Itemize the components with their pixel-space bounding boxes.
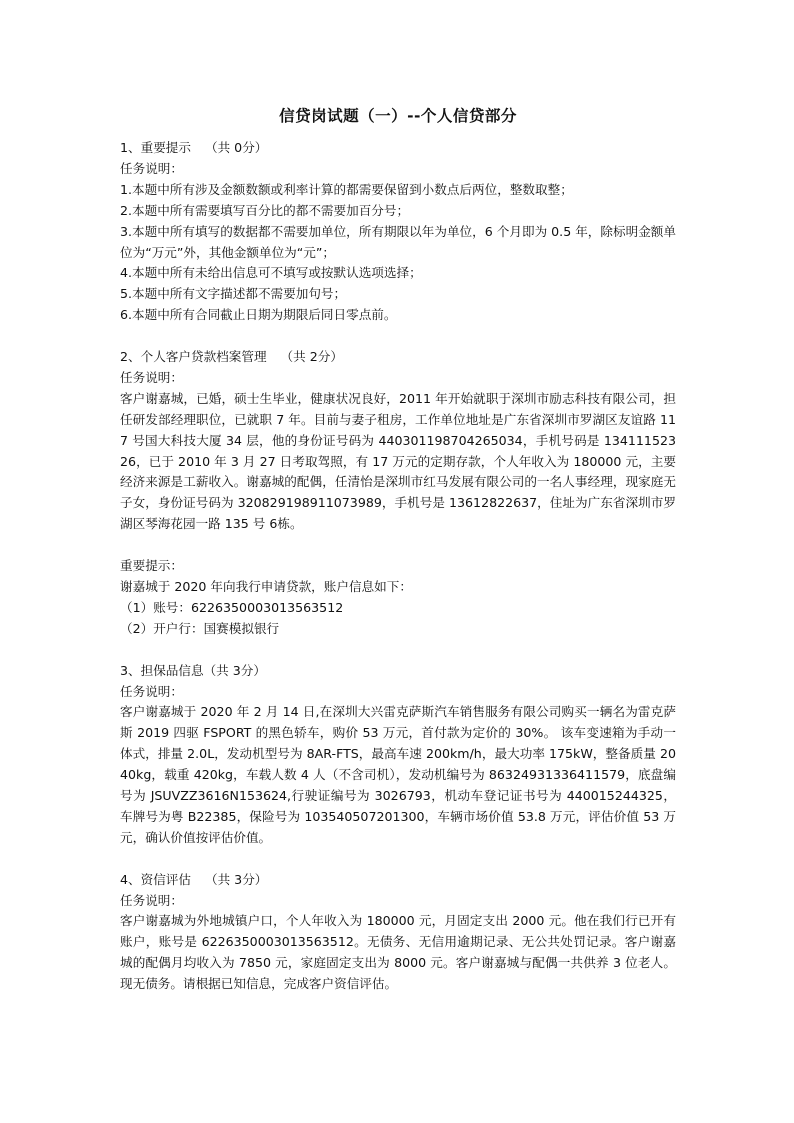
blank-line	[120, 535, 676, 556]
note-item: 2.本题中所有需要填写百分比的都不需要加百分号；	[120, 202, 410, 218]
section-body: 客户谢嘉城于 2020 年 2 月 14 日,在深圳大兴雷克萨斯汽车销售服务有限公司购买一辆名为雷克萨斯 2019 四驱 FSPORT 的黑色轿车，购价 53 万元，首付款为定价的 30%。 该车变速箱为手动一体式，排量 2.0L，发动机型号为 8AR-FTS，最高车速 200km/h，最大功率 175kW，整备质量 2040kg，载重 420kg，车载人数 4 人（不含司机），发动机编号为 86324931336411579，底盘编号为 JSUVZZ3616N153624,行驶证编号为 3026793，机动车登记证书号为 440015244325，车牌号为粤 B22385，保险号为 103540507201300，车辆市场价值 53.8 万元，评估价值 53 万元，确认价值按评估价值。	[120, 704, 676, 845]
section-points: （共 3分）	[203, 662, 266, 678]
section-heading	[120, 870, 676, 891]
section-body: 客户谢嘉城，已婚，硕士生毕业，健康状况良好，2011 年开始就职于深圳市励志科技有限公司，担任研发部经理职位，已就职 7 年。目前与妻子租房，工作单位地址是广东省深圳市罗湖区友谊路 117 号国大科技大厦 34 层，他的身份证号码为 440301198704265034，手机号码是 13411152326，已于 2010 年 3 月 27 日考取驾照，有 17 万元的定期存款，个人年收入为 180000 元，主要经济来源是工薪收入。谢嘉城的配偶，任清怡是深圳市红马发展有限公司的一名人事经理，现家庭无子女，身份证号码为 320829198911073989，手机号是 13612822637，住址为广东省深圳市罗湖区琴海花园一路 135 号 6栋。	[120, 390, 676, 532]
section-credit-assessment	[120, 870, 676, 995]
section-collateral	[120, 661, 676, 849]
note-item: 3.本题中所有填写的数据都不需要加单位，所有期限以年为单位，6 个月即为 0.5 年，除标明金额单位为“万元”外，其他金额单位为“元”；	[120, 223, 676, 260]
document-page	[120, 104, 676, 995]
blank-line	[120, 849, 676, 870]
task-label: 任务说明：	[120, 369, 183, 385]
note-item: 4.本题中所有未给出信息可不填写或按默认选项选择；	[120, 265, 422, 281]
section-points: （共 2分）	[280, 349, 343, 365]
note-item: 5.本题中所有文字描述都不需要加句号；	[120, 286, 347, 302]
notice-intro: 谢嘉城于 2020 年向我行申请贷款，账户信息如下：	[120, 579, 412, 594]
section-important-notes	[120, 138, 676, 326]
section-body: 客户谢嘉城为外地城镇户口，个人年收入为 180000 元，月固定支出 2000 元。他在我们行已开有账户，账号是 6226350003013563512。无债务、无信用逾期记录、无公共处罚记录。客户谢嘉城的配偶月均收入为 7850 元，家庭固定支出为 8000 元。客户谢嘉城与配偶一共供养 3 位老人。现无债务。请根据已知信息，完成客户资信评估。	[120, 913, 676, 992]
note-item: 1.本题中所有涉及金额数额或利率计算的都需要保留到小数点后两位，整数取整；	[120, 181, 573, 197]
section-points: （共 0分）	[204, 140, 268, 155]
section-loan-archive	[120, 347, 676, 640]
section-heading-text: 2、个人客户贷款档案管理	[120, 349, 267, 365]
document-title: 信贷岗试题（一）--个人信贷部分	[279, 107, 517, 125]
opening-bank: （2）开户行：国赛模拟银行	[120, 620, 280, 636]
task-label: 任务说明：	[120, 683, 183, 699]
task-label: 任务说明：	[120, 160, 183, 176]
section-heading-text: 3、担保品信息	[120, 662, 204, 678]
section-heading	[120, 661, 676, 682]
notice-label: 重要提示：	[120, 558, 183, 574]
blank-line	[120, 640, 676, 661]
section-heading	[120, 138, 676, 159]
note-item: 6.本题中所有合同截止日期为期限后同日零点前。	[120, 307, 397, 323]
task-label: 任务说明：	[120, 892, 183, 908]
section-points: （共 3分）	[204, 871, 268, 887]
section-heading	[120, 347, 676, 368]
section-heading-text: 4、资信评估	[120, 871, 191, 887]
blank-line	[120, 326, 676, 347]
account-number: （1）账号：6226350003013563512	[120, 599, 344, 615]
section-heading-text: 1、重要提示	[120, 140, 191, 155]
